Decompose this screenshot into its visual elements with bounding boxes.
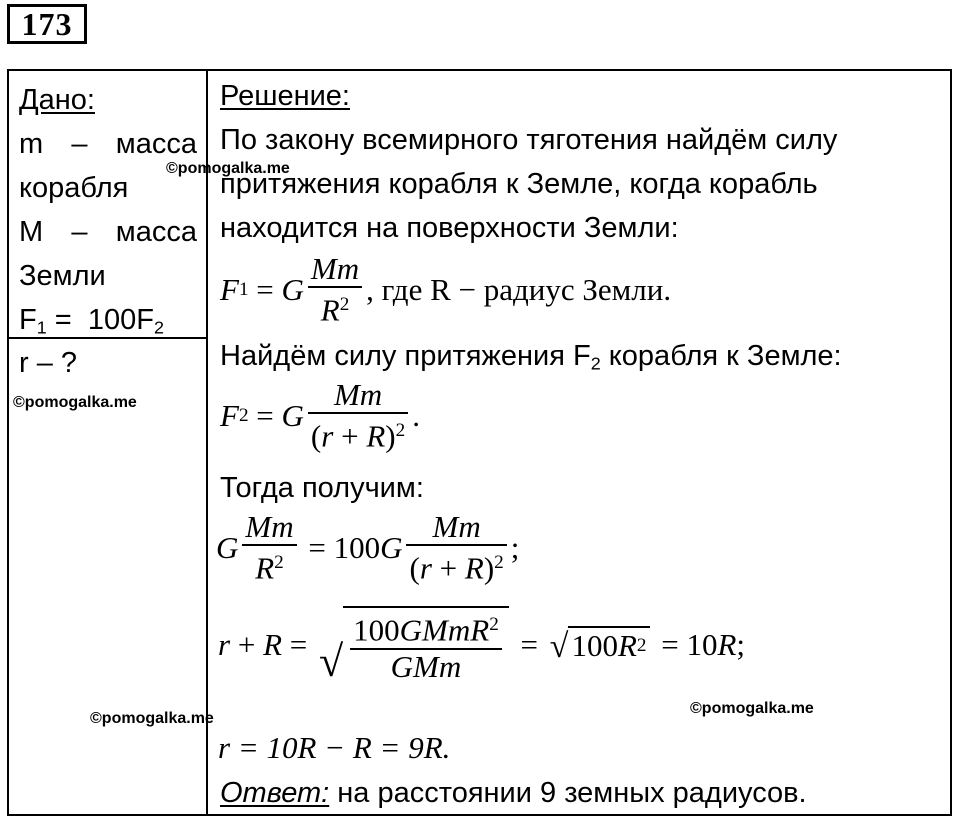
given-block — [19, 78, 197, 342]
given-m-line2: корабля — [19, 172, 129, 204]
given-M-word: масса — [115, 216, 197, 248]
answer-label: Ответ: — [220, 777, 330, 809]
formula-f1-note: , где R − радиус Земли. — [366, 271, 672, 307]
watermark: ©pomogalka.me — [690, 700, 814, 717]
given-m-word: масса — [115, 128, 197, 160]
watermark: ©pomogalka.me — [13, 394, 137, 411]
solution-line-2: притяжения корабля к Земле, когда корабль — [220, 168, 818, 200]
given-m-dash: – — [71, 128, 88, 160]
given-M-symbol: M — [19, 216, 44, 248]
formula-f2: F 2 = G $\frac{Mm}{(r + R)^2}$ . — [220, 377, 420, 454]
solution-line-3: находится на поверхности Земли: — [220, 212, 679, 244]
given-m-symbol: m — [19, 128, 44, 160]
answer-text: на расстоянии 9 земных радиусов. — [329, 777, 807, 809]
watermark: ©pomogalka.me — [90, 710, 214, 727]
given-M-line2: Земли — [19, 260, 106, 292]
find-unknown: r – ? — [19, 347, 78, 379]
formula-equation: G $\frac{Mm}{R^2}$ = 100 G $\frac{Mm}{(r + R)^2}$ ; — [216, 509, 520, 586]
problem-number: 173 — [7, 4, 87, 44]
solution-line-4: Найдём силу притяжения $F_2$ корабля к Земле: — [220, 340, 842, 374]
given-relation: $F_1 = 100F_2$ — [19, 304, 164, 338]
formula-result: r = 10R − R = 9R. — [218, 730, 451, 765]
solution-line-5: Тогда получим: — [220, 472, 424, 504]
solution-line-1: По закону всемирного тяготения найдём силу — [220, 124, 838, 156]
column-divider — [206, 69, 208, 816]
solution-header: Решение: — [220, 80, 350, 112]
formula-root: r + R = √ $\frac{100GMmR^2}{\text{GMm}}$ = √ 100 R 2 = 10 R ; — [218, 606, 745, 684]
watermark: ©pomogalka.me — [166, 160, 290, 177]
given-M-dash: – — [71, 216, 88, 248]
formula-f1: F 1 = G $\frac{Mm}{R^2}$ , где R − радиус Земли. — [220, 251, 672, 328]
given-M-line — [19, 210, 197, 254]
given-header: Дано: — [19, 84, 95, 116]
answer-line — [220, 775, 807, 811]
